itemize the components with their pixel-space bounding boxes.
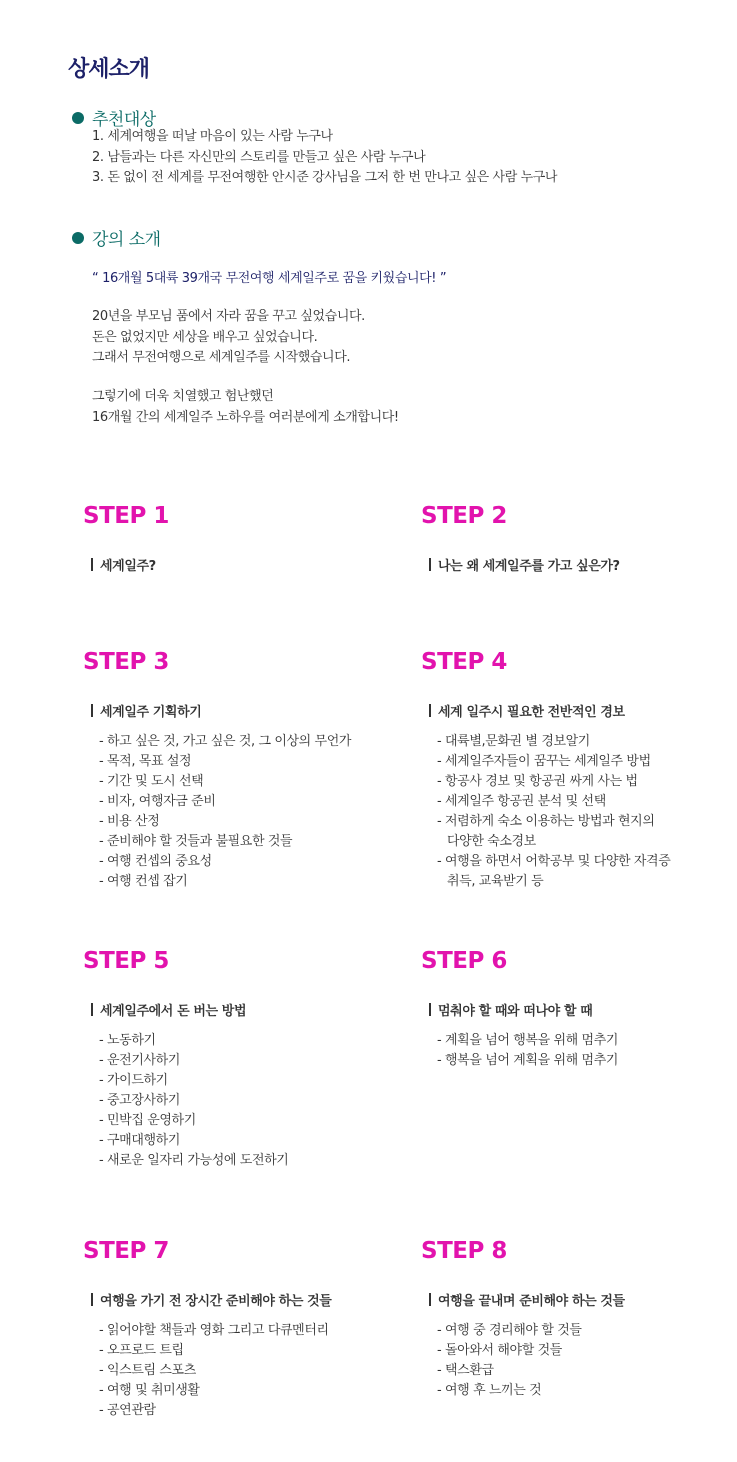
step-7 <box>83 1237 393 1421</box>
step-item-list <box>437 1031 731 1071</box>
list-item: - 기간 및 도시 선택 <box>99 774 204 789</box>
bullet-dot-icon <box>72 112 84 124</box>
step-subtitle-label: 멈춰야 할 때와 떠나야 할 때 <box>438 1004 593 1019</box>
list-item: - 세계일주 항공권 분석 및 선택 <box>437 794 606 809</box>
step-subtitle-label: 세계일주에서 돈 버는 방법 <box>100 1004 247 1019</box>
vertical-bar-icon <box>91 1003 93 1016</box>
intro-heading <box>72 225 161 250</box>
paragraph-line: 16개월 간의 세계일주 노하우를 여러분에게 소개합니다! <box>92 409 399 425</box>
list-item: - 목적, 목표 설정 <box>99 754 192 769</box>
list-item: - 항공사 경보 및 항공권 싸게 사는 법 <box>437 774 638 789</box>
list-item: - 공연관람 <box>99 1403 156 1418</box>
step-subtitle <box>429 1000 731 1019</box>
list-item: 2. 남들과는 다른 자신만의 스토리를 만들고 싶은 사람 누구나 <box>92 149 426 165</box>
step-subtitle-label: 세계 일주시 필요한 전반적인 경보 <box>438 705 625 720</box>
vertical-bar-icon <box>91 558 93 571</box>
recommend-heading-label: 추천대상 <box>92 110 156 130</box>
step-6 <box>421 947 731 1071</box>
vertical-bar-icon <box>429 1293 431 1306</box>
step-item-list <box>99 1031 393 1171</box>
step-title: STEP 4 <box>421 649 507 675</box>
step-5 <box>83 947 393 1171</box>
list-item: - 대륙별,문화권 별 경보알기 <box>437 734 590 749</box>
step-subtitle <box>91 1290 393 1309</box>
step-item-list <box>437 732 731 892</box>
step-title: STEP 6 <box>421 948 507 974</box>
step-subtitle <box>429 1290 731 1309</box>
step-subtitle-label: 여행을 가기 전 장시간 준비해야 하는 것들 <box>100 1294 332 1309</box>
list-item: - 여행을 하면서 어학공부 및 다양한 자격증 <box>437 854 671 869</box>
list-item-continuation: 다양한 숙소경보 <box>447 834 536 849</box>
step-subtitle-label: 여행을 끝내며 준비해야 하는 것들 <box>438 1294 625 1309</box>
list-item: 1. 세계여행을 떠날 마음이 있는 사람 누구나 <box>92 129 333 144</box>
list-item: - 읽어야할 책들과 영화 그리고 다큐멘터리 <box>99 1323 329 1338</box>
recommend-list <box>92 127 557 189</box>
vertical-bar-icon <box>91 1293 93 1306</box>
list-item-continuation: 취득, 교육받기 등 <box>447 874 544 889</box>
list-item: - 여행 및 취미생활 <box>99 1383 200 1398</box>
step-item-list <box>99 1321 393 1421</box>
step-title: STEP 8 <box>421 1238 507 1264</box>
page-title: 상세소개 <box>68 57 150 82</box>
bullet-dot-icon <box>72 232 84 244</box>
list-item: - 가이드하기 <box>99 1073 168 1088</box>
step-4 <box>421 648 731 892</box>
intro-paragraph-2 <box>92 387 399 428</box>
list-item: - 여행 컨셉의 중요성 <box>99 854 212 869</box>
list-item: - 하고 싶은 것, 가고 싶은 것, 그 이상의 무언가 <box>99 734 352 749</box>
list-item: - 준비해야 할 것들과 불필요한 것들 <box>99 834 293 849</box>
step-title: STEP 7 <box>83 1238 169 1264</box>
list-item: - 오프로드 트립 <box>99 1343 184 1358</box>
step-subtitle-label: 세계일주? <box>100 559 156 574</box>
step-title: STEP 3 <box>83 649 169 675</box>
step-title: STEP 1 <box>83 503 169 529</box>
vertical-bar-icon <box>429 558 431 571</box>
paragraph-line: 20년을 부모님 품에서 자라 꿈을 꾸고 싶었습니다. <box>92 309 365 324</box>
list-item: - 중고장사하기 <box>99 1093 180 1108</box>
list-item: - 돌아와서 해야할 것들 <box>437 1343 562 1358</box>
step-subtitle <box>429 701 731 720</box>
vertical-bar-icon <box>429 1003 431 1016</box>
list-item: - 여행 컨셉 잡기 <box>99 874 188 889</box>
list-item: - 익스트림 스포츠 <box>99 1363 196 1378</box>
list-item: - 구매대행하기 <box>99 1133 180 1148</box>
paragraph-line: 그렇기에 더욱 치열했고 험난했던 <box>92 389 274 404</box>
vertical-bar-icon <box>91 704 93 717</box>
step-3 <box>83 648 393 892</box>
list-item: - 새로운 일자리 가능성에 도전하기 <box>99 1153 289 1168</box>
paragraph-line: 돈은 없었지만 세상을 배우고 싶었습니다. <box>92 329 318 345</box>
list-item: - 민박집 운영하기 <box>99 1113 196 1128</box>
list-item: - 비자, 여행자금 준비 <box>99 794 216 809</box>
step-subtitle <box>429 555 731 574</box>
step-item-list <box>437 1321 731 1401</box>
paragraph-line: 그래서 무전여행으로 세계일주를 시작했습니다. <box>92 350 351 365</box>
list-item: - 여행 중 경리해야 할 것들 <box>437 1323 582 1338</box>
list-item: - 비용 산정 <box>99 814 160 829</box>
list-item: - 행복을 넘어 계획을 위해 멈추기 <box>437 1053 619 1068</box>
list-item: 3. 돈 없이 전 세계를 무전여행한 안시준 강사님을 그저 한 번 만나고 싶은 사람 누구나 <box>92 170 558 185</box>
intro-heading-label: 강의 소개 <box>92 230 161 250</box>
vertical-bar-icon <box>429 704 431 717</box>
step-title: STEP 2 <box>421 503 507 529</box>
intro-quote: “ 16개월 5대륙 39개국 무전여행 세계일주로 꿈을 키웠습니다! ” <box>92 271 447 286</box>
list-item: - 여행 후 느끼는 것 <box>437 1383 542 1398</box>
step-subtitle <box>91 555 393 574</box>
step-subtitle-label: 세계일주 기획하기 <box>100 705 202 720</box>
list-item: - 노동하기 <box>99 1033 156 1048</box>
step-1 <box>83 502 393 574</box>
list-item: - 계획을 넘어 행복을 위해 멈추기 <box>437 1033 619 1048</box>
step-subtitle-label: 나는 왜 세계일주를 가고 싶은가? <box>438 559 620 574</box>
step-item-list <box>99 732 393 892</box>
step-title: STEP 5 <box>83 948 169 974</box>
step-subtitle <box>91 1000 393 1019</box>
list-item: - 운전기사하기 <box>99 1053 180 1068</box>
list-item: - 저렴하게 숙소 이용하는 방법과 현지의 <box>437 814 655 829</box>
list-item: - 택스환급 <box>437 1363 494 1378</box>
intro-paragraph-1 <box>92 307 365 369</box>
step-2 <box>421 502 731 574</box>
step-subtitle <box>91 701 393 720</box>
list-item: - 세계일주자들이 꿈꾸는 세계일주 방법 <box>437 754 651 769</box>
step-8 <box>421 1237 731 1401</box>
